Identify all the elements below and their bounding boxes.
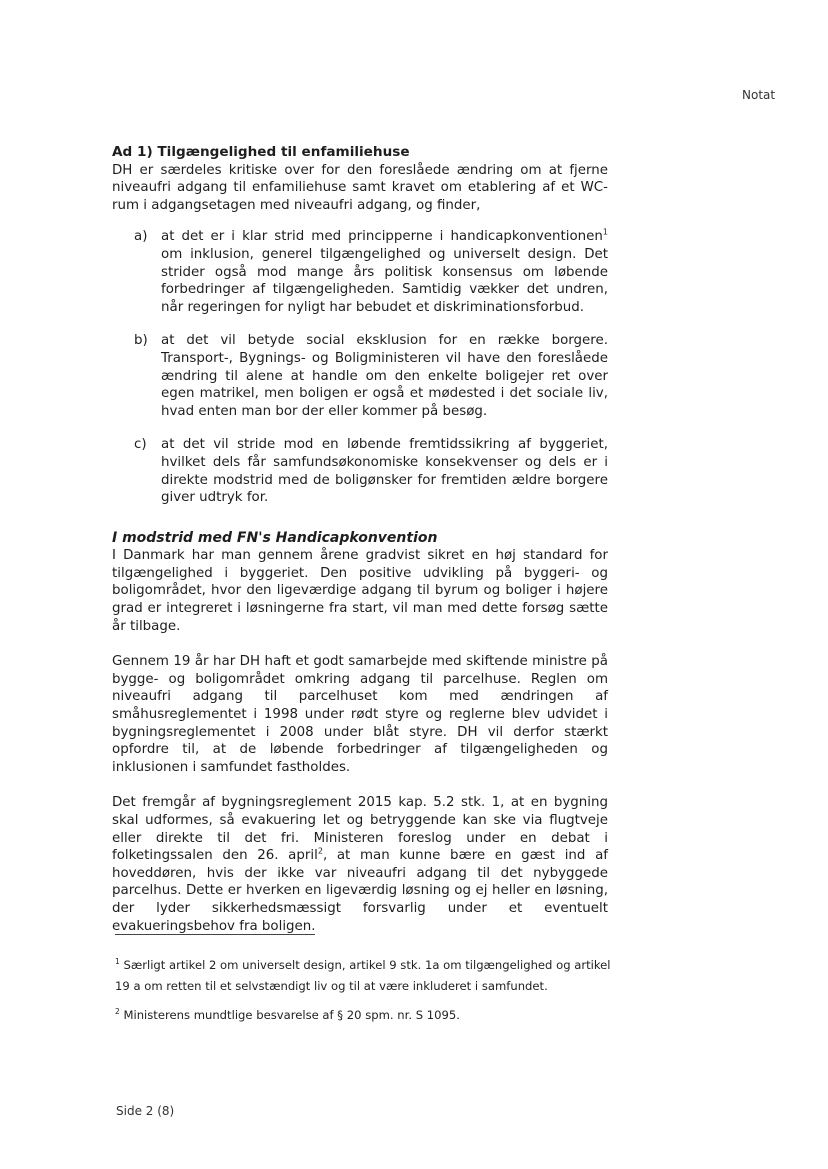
paragraph-text: Det fremgår af bygningsreglement 2015 kap. 5.2 stk. 1, at en bygning skal udformes, så evakuering let og betryggende kan ske via flugtveje eller direkte til det fri. Ministeren foreslog under en debat i folketingssalen den 26. april <box>112 795 608 864</box>
footnotes <box>115 955 612 1026</box>
document-type-label: Notat <box>742 88 776 102</box>
list-marker: b) <box>134 333 148 349</box>
footnote-number: 2 <box>115 1007 120 1017</box>
section-intro-paragraph: DH er særdeles kritiske over for den foreslåede ændring om at fjerne niveaufri adgang til enfamiliehuse samt kravet om etablering af et WC-rum i adgangsetagen med niveaufri adgang, og finder, <box>112 162 608 213</box>
list-item-a <box>112 228 608 316</box>
page-number: Side 2 (8) <box>116 1104 175 1118</box>
paragraph-evakuering <box>112 794 608 935</box>
paragraph-standard: I Danmark har man gennem årene gradvist sikret en høj standard for tilgængelighed i byggeriet. Den positive udvikling på byggeri- og boligområdet, hvor den ligeværdige adgang til byrum og boliger i højere grad er integreret i løsningerne fra start, vil man med dette forsøg sætte år tilbage. <box>112 548 608 634</box>
objection-list <box>112 228 608 506</box>
footnote-text: Ministerens mundtlige besvarelse af § 20 spm. nr. S 1095. <box>119 1008 460 1022</box>
section-heading-tilgaengelighed: Ad 1) Tilgængelighed til enfamiliehuse <box>112 144 410 160</box>
paragraph-samarbejde: Gennem 19 år har DH haft et godt samarbejde med skiftende ministre på bygge- og boligområdet omkring adgang til parcelhuse. Reglen om niveaufri adgang til parcelhuset kom med ændringen af småhusreglementet i 1998 under rødt styre og reglerne blev udvidet i bygningsreglementet i 2008 under blåt styre. DH vil derfor stærkt opfordre til, at de løbende forbedringer af tilgængeligheden og inklusionen i samfundet fastholdes. <box>112 654 608 775</box>
footnote-number: 1 <box>115 957 120 967</box>
document-body <box>112 144 608 935</box>
paragraph-text-continued: , at man kunne bære en gæst ind af hoveddøren, hvis der ikke var niveaufri adgang til det nybyggede parcelhus. Dette er hverken en ligeværdig løsning og ej heller en løsning, der lyder sikkerhedsmæssigt forsvarlig under et eventuelt evakueringsbehov fra boligen. <box>112 848 608 934</box>
footnote-text: Særligt artikel 2 om universelt design, artikel 9 stk. 1a om tilgængelighed og artikel 19 a om retten til et selvstændigt liv og til at være inkluderet i samfundet. <box>115 958 611 993</box>
footnote-ref-2[interactable]: 2 <box>317 846 323 856</box>
footnote-ref-1[interactable]: 1 <box>602 227 608 237</box>
footnote-separator <box>115 934 315 935</box>
list-item-text: at det vil stride mod en løbende fremtidssikring af byggeriet, hvilket dels får samfundsøkonomiske konsekvenser og dels er i direkte modstrid med de boligønsker for fremtiden ældre borgere giver udtryk for. <box>161 437 608 506</box>
list-item-text: at det vil betyde social eksklusion for en række borgere. Transport-, Bygnings- og Boligministeren vil have den foreslåede ændring til alene at handle om den enkelte boligejer ret over egen matrikel, men boligen er også et mødested i det sociale liv, hvad enten man bor der eller kommer på besøg. <box>161 333 608 419</box>
list-item-c <box>112 436 608 506</box>
footnote-1 <box>115 955 612 997</box>
list-marker: c) <box>134 437 147 453</box>
section-heading-fn-konvention: I modstrid med FN's Handicapkonvention <box>112 529 438 546</box>
list-item-text-continued: om inklusion, generel tilgængelighed og universelt design. Det strider også mod mange års politisk konsensus om løbende forbedringer af tilgængeligheden. Samtidig vækker det undren, når regeringen for nyligt har bebudet et diskriminationsforbud. <box>161 246 608 315</box>
list-marker: a) <box>134 229 148 245</box>
footnote-2 <box>115 1005 612 1026</box>
list-item-b <box>112 332 608 420</box>
list-item-text: at det er i klar strid med principperne i handicapkonventionen <box>161 229 603 245</box>
